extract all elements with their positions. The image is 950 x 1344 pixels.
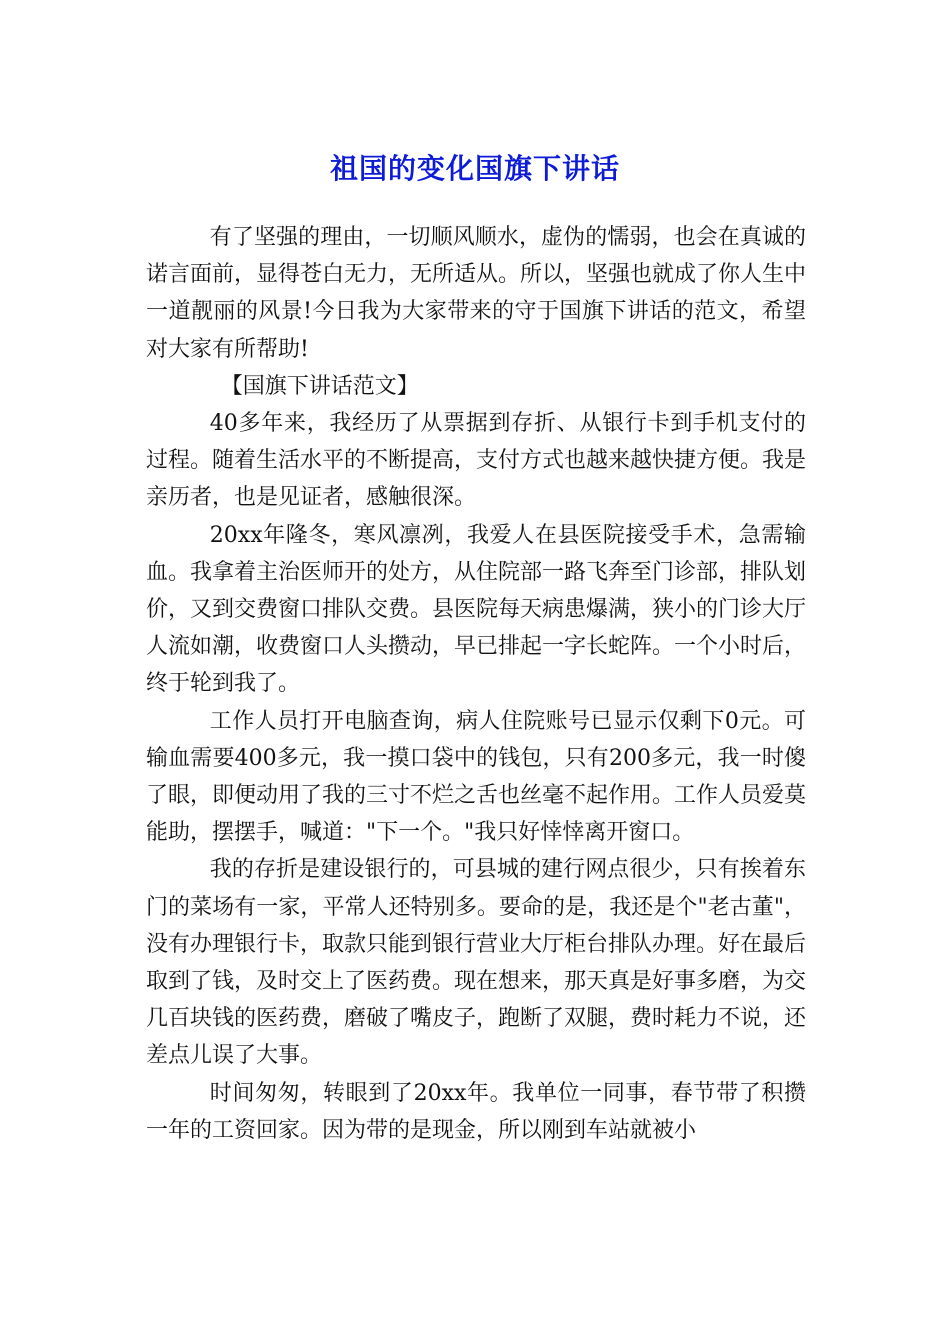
document-title: 祖国的变化国旗下讲话 (329, 151, 620, 185)
paragraph: 工作人员打开电脑查询，病人住院账号已显示仅剩下0元。可输血需要400多元，我一摸口袋中的钱包，只有200多元，我一时傻了眼，即便动用了我的三寸不烂之舌也丝毫不起作用。工作人员爱莫能助，摆摆手，喊道："下一个。"我只好悻悻离开窗口。 (146, 708, 807, 846)
paragraph: 40多年来，我经历了从票据到存折、从银行卡到手机支付的过程。随着生活水平的不断提高，支付方式也越来越快捷方便。我是亲历者，也是见证者，感触很深。 (146, 411, 807, 511)
document-body (146, 219, 806, 1149)
paragraph: 我的存折是建设银行的，可县城的建行网点很少，只有挨着东门的菜场有一家，平常人还特别多。要命的是，我还是个"老古董"，没有办理银行卡，取款只能到银行营业大厅柜台排队办理。好在最后取到了钱，及时交上了医药费。现在想来，那天真是好事多磨，为交几百块钱的医药费，磨破了嘴皮子，跑断了双腿，费时耗力不说，还差点儿误了大事。 (146, 857, 807, 1069)
section-heading: 【国旗下讲话范文】 (220, 373, 419, 399)
paragraph: 20xx年隆冬，寒风凛冽，我爱人在县医院接受手术，急需输血。我拿着主治医师开的处方，从住院部一路飞奔至门诊部，排队划价，又到交费窗口排队交费。县医院每天病患爆满，狭小的门诊大厅人流如潮，收费窗口人头攒动，早已排起一字长蛇阵。一个小时后，终于轮到我了。 (146, 522, 807, 697)
paragraph-intro: 有了坚强的理由，一切顺风顺水，虚伪的懦弱，也会在真诚的诺言面前，显得苍白无力，无所适从。所以，坚强也就成了你人生中一道靓丽的风景!今日我为大家带来的守于国旗下讲话的范文，希望对大家有所帮助! (146, 225, 807, 362)
paragraph: 时间匆匆，转眼到了20xx年。我单位一同事，春节带了积攒一年的工资回家。因为带的是现金，所以刚到车站就被小 (146, 1080, 806, 1143)
